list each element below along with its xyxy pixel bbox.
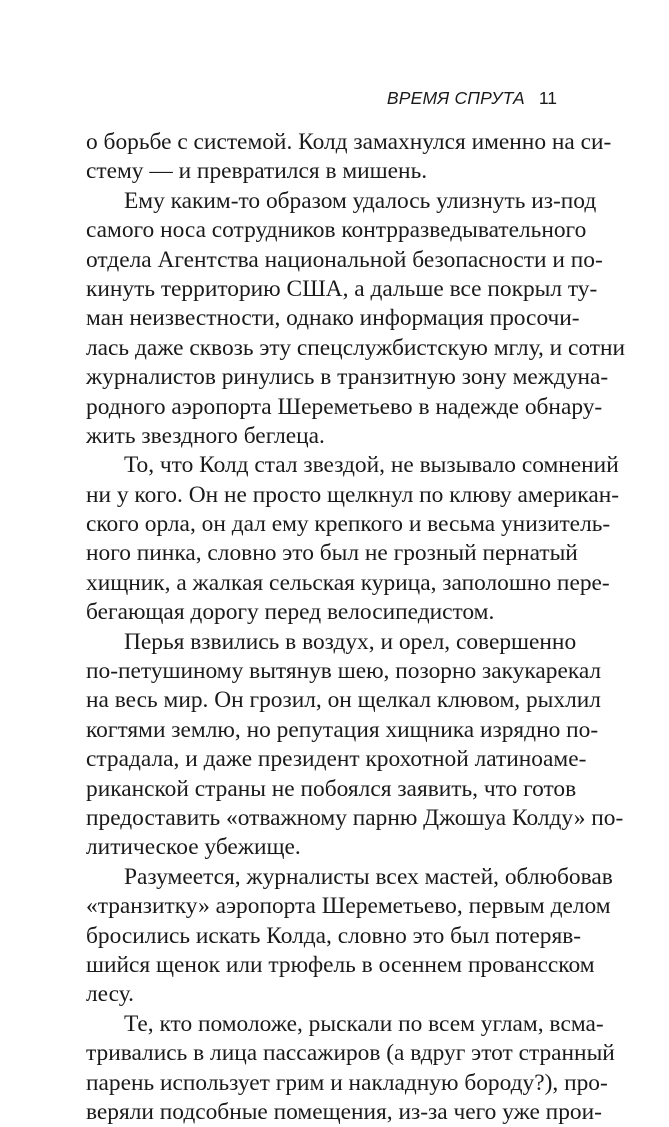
text-line: стему — и превратился в мишень. [86,158,428,185]
text-line: самого носа сотрудников контрразведывательного [86,217,587,244]
text-line: лась даже сквозь эту спецслужбистскую мглу, и сотни [86,334,626,361]
text-line: родного аэропорта Шереметьево в надежде обнару- [86,393,603,420]
paragraph [86,187,626,452]
text-line: То, что Колд стал звездой, не вызывало сомнений [124,452,619,479]
running-head [387,88,557,109]
text-line: литическое убежище. [86,834,301,861]
text-line: шийся щенок или трюфель в осеннем провансском [86,951,595,978]
text-line: когтями землю, но репутация хищника изрядно по- [86,716,599,743]
text-line: ман неизвестности, однако информация просочи- [86,305,580,332]
text-line: риканской страны не побоялся заявить, что готов [86,775,577,802]
paragraph [86,128,612,187]
text-line: журналистов ринулись в транзитную зону междуна- [86,364,609,391]
paragraph [86,451,620,627]
text-line: страдала, и даже президент крохотной латиноаме- [86,746,587,773]
text-line: Разумеется, журналисты всех мастей, облюбовав [124,863,613,890]
text-line: жить звездного беглеца. [86,422,325,449]
text-line: ного пинка, словно это был не грозный пернатый [86,540,578,567]
text-line: «транзитку» аэропорта Шереметьево, первым делом [86,893,611,920]
text-line: веряли подсобные помещения, из-за чего уже прои- [86,1098,602,1125]
text-line: предоставить «отважному парню Джошуа Колду» по- [86,804,624,831]
text-line: бегающая дорогу перед велосипедистом. [86,599,495,626]
body-text [86,128,626,1127]
paragraph [86,628,624,863]
text-line: на весь мир. Он грозил, он щелкал клювом, рыхлил [86,687,601,714]
text-line: кинуть территорию США, а дальше все покрыл ту- [86,275,598,302]
text-line: о борьбе с системой. Колд замахнулся именно на си- [86,129,612,155]
text-line: ни у кого. Он не просто щелкнул по клюву американ- [86,481,620,508]
paragraph [86,863,613,1010]
text-line: Те, кто помоложе, рыскали по всем углам, вcма- [124,1010,604,1037]
text-line: хищник, а жалкая сельская курица, заполошно пере- [86,569,610,596]
text-line: лесу. [86,981,134,1008]
text-line: по-петушиному вытянув шею, позорно закукарекал [86,658,602,685]
page-number: 11 [538,88,557,108]
text-line: Перья взвились в воздух, и орел, совершенно [124,628,577,655]
text-line: отдела Агентства национальной безопасности и по- [86,246,603,273]
text-line: ского орла, он дал ему крепкого и весьма унизитель- [86,511,611,538]
text-line: бросились искать Колда, словно это был потеряв- [86,922,582,949]
text-line: Ему каким-то образом удалось улизнуть из-под [124,187,597,214]
text-line: тривались в лица пассажиров (а вдруг этот странный [86,1040,615,1067]
paragraph [86,1010,615,1127]
text-line: парень использует грим и накладную бороду?), про- [86,1069,608,1096]
running-title: ВРЕМЯ СПРУТА [386,88,525,108]
